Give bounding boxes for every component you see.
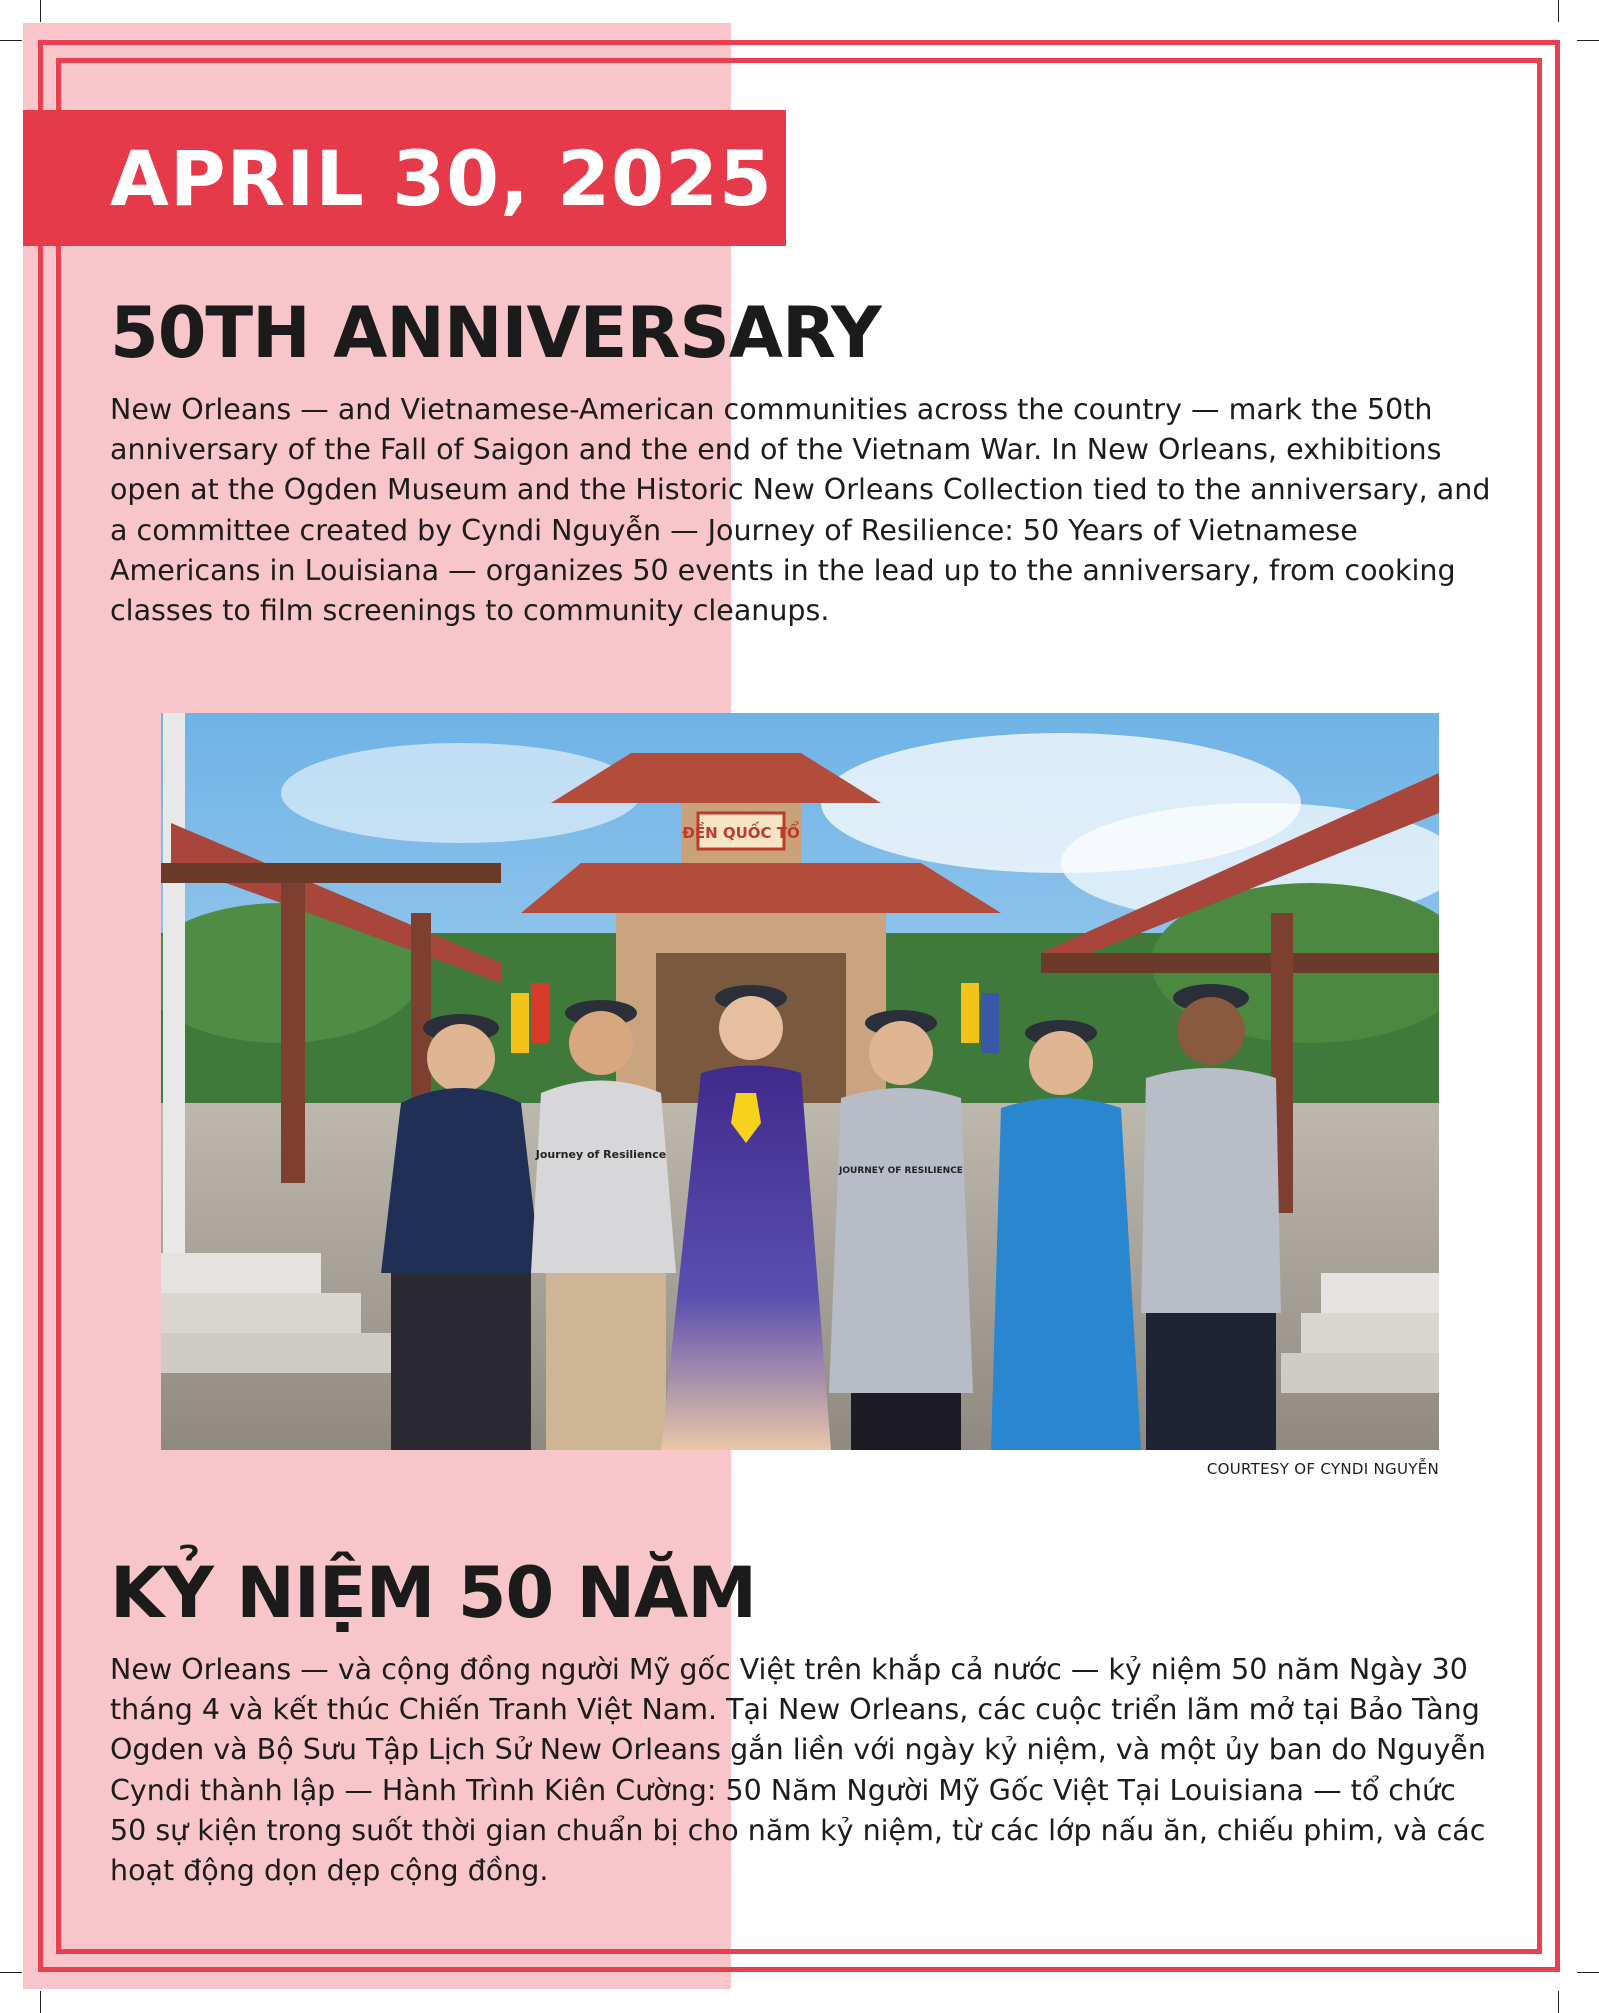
english-body-text: New Orleans — and Vietnamese-American communities across the country — mark the 50th anniversary of the Fall of Saigon and the end of the Vietnam War. In New Orleans, exhibitions open at the Ogden Museum and the Historic New Orleans Collection tied to the anniversary, and a committee created by Cyndi Nguyễn — Journey of Resilience: 50 Years of Vietnamese Americans in Louisiana — organizes 50 events in the lead up to the anniversary, from cooking classes to film screenings to community cleanups. — [110, 393, 1491, 628]
date-heading: APRIL 30, 2025 — [110, 133, 773, 223]
crop-mark — [1558, 1991, 1559, 2013]
shirt-text-caps: JOURNEY OF RESILIENCE — [839, 1166, 963, 1176]
community-group-photo — [161, 713, 1439, 1450]
vietnamese-section-title: KỶ NIỆM 50 NĂM — [110, 1552, 756, 1634]
crop-mark — [1577, 1972, 1599, 1973]
date-banner — [23, 110, 786, 246]
vietnamese-body-text: New Orleans — và cộng đồng người Mỹ gốc Việt trên khắp cả nước — kỷ niệm 50 năm Ngày 30 tháng 4 và kết thúc Chiến Tranh Việt Nam. Tại New Orleans, các cuộc triển lãm mở tại Bảo Tàng Ogden và Bộ Sưu Tập Lịch Sử New Orleans gắn liền với ngày kỷ niệm, và một ủy ban do Nguyễn Cyndi thành lập — Hành Trình Kiên Cường: 50 Năm Người Mỹ Gốc Việt Tại Louisiana — tổ chức 50 sự kiện trong suốt thời gian chuẩn bị cho năm kỷ niệm, từ các lớp nấu ăn, chiếu phim, và các hoạt động dọn dẹp cộng đồng. — [110, 1653, 1486, 1888]
crop-mark — [40, 0, 41, 22]
english-section-title: 50TH ANNIVERSARY — [110, 292, 881, 374]
temple-sign-text: ĐỀN QUỐC TỔ — [682, 824, 800, 842]
crop-mark — [1558, 0, 1559, 22]
crop-mark — [0, 40, 22, 41]
crop-mark — [1577, 40, 1599, 41]
photo-caption: COURTESY OF CYNDI NGUYỄN — [1206, 1460, 1439, 1478]
crop-mark — [40, 1991, 41, 2013]
crop-mark — [0, 1972, 22, 1973]
shirt-text: Journey of Resilience — [535, 1148, 667, 1161]
